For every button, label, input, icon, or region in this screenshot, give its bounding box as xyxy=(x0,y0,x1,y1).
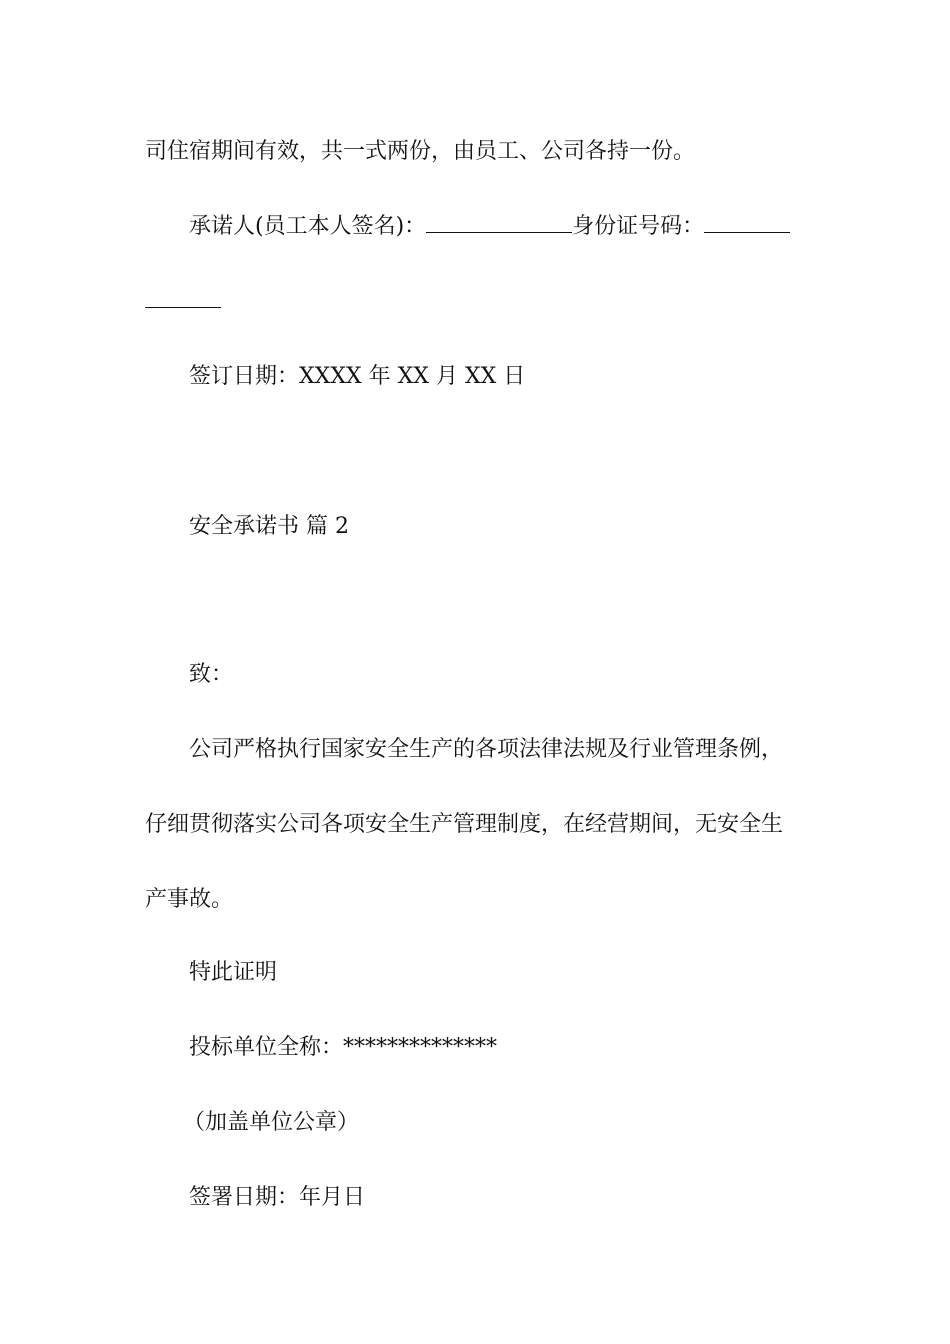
id-number-label: 身份证号码： xyxy=(572,214,705,239)
certify-text: 特此证明 xyxy=(189,960,278,985)
text-line-1: 司住宿期间有效，共一式两份，由员工、公司各持一份。 xyxy=(145,139,696,164)
id-number-blank-continued[interactable] xyxy=(145,287,221,308)
signing-date: 签署日期：年月日 xyxy=(189,1185,366,1210)
salutation: 致： xyxy=(189,662,234,687)
signature-line xyxy=(189,212,790,242)
bidder-name: 投标单位全称：************** xyxy=(189,1035,498,1060)
sign-date: 签订日期：XXXX 年 XX 月 XX 日 xyxy=(189,364,526,389)
section-title: 安全承诺书 篇 2 xyxy=(189,514,349,539)
signature-blank[interactable] xyxy=(426,212,572,233)
body-line-1: 公司严格执行国家安全生产的各项法律法规及行业管理条例， xyxy=(189,737,784,762)
body-line-2: 仔细贯彻落实公司各项安全生产管理制度，在经营期间，无安全生 xyxy=(145,812,784,837)
seal-note: （加盖单位公章） xyxy=(183,1110,360,1135)
body-line-3: 产事故。 xyxy=(145,887,234,912)
id-number-continuation xyxy=(145,287,221,317)
id-number-blank[interactable] xyxy=(704,212,790,233)
signer-label: 承诺人(员工本人签名)： xyxy=(189,214,427,239)
